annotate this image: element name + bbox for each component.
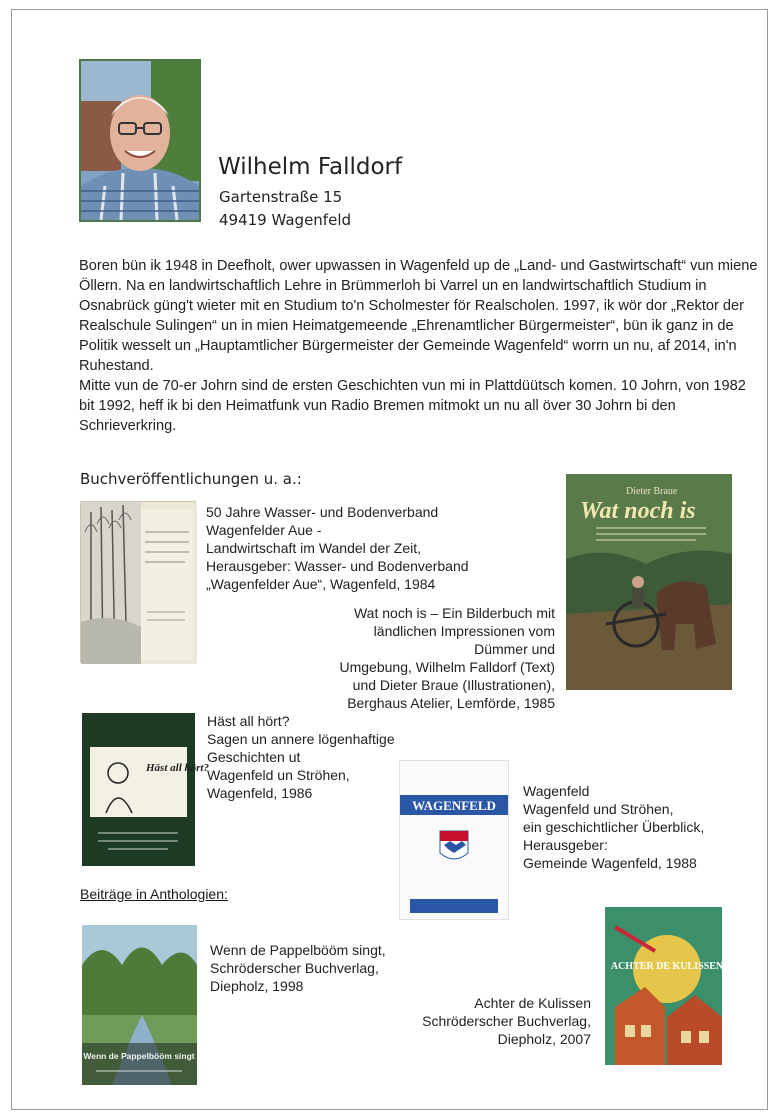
- author-street: Gartenstraße 15: [219, 188, 343, 206]
- cover-title: ACHTER DE KULISSEN: [610, 961, 724, 972]
- author-city: 49419 Wagenfeld: [219, 211, 352, 229]
- anthology-entry: Wenn de Pappelbööm singt, Schröderscher Buchverlag, Diepholz, 1998: [210, 942, 386, 994]
- anthologies-heading: Beiträge in Anthologien:: [80, 886, 228, 902]
- anthology-cover-kulissen: [605, 907, 722, 1065]
- author-name: Wilhelm Falldorf: [218, 154, 403, 180]
- anthology-entry: Achter de Kulissen Schröderscher Buchverlag, Diepholz, 2007: [422, 995, 591, 1047]
- book-cover-bodenverband: [80, 501, 196, 663]
- bio-paragraph: Boren bün ik 1948 in Deefholt, ower upwassen in Wagenfeld up de „Land- und Gastwirtschaft“ vun miene Öllern. Na en landwirtschaftlich Lehre in Brümmerloh bi Varrel un en landwirtschaftlich Studium in Osnabrück güng't wieter mit en Studium to'n Scholmester för Realscholen. 1997, ik wör dor „Rektor der Realschule Sulingen“ un in mien Heimatgemeende „Ehrenamtlicher Bürgermeister“, bün ik ganz in de Politik wesselt un „Hauptamtlicher Bürgermeister der Gemeinde Wagenfeld“ worrn un nu, af 2014, in'n Ruhestand.: [79, 258, 758, 374]
- book-entry: Wat noch is – Ein Bilderbuch mit ländlichen Impressionen vom Dümmer und Umgebung, Wilhelm Falldorf (Text) und Dieter Braue (Illustrationen), Berghaus Atelier, Lemförde, 1985: [339, 605, 555, 711]
- anthology-cover-pappelboeoem: [82, 925, 197, 1085]
- book-entry: Wagenfeld Wagenfeld und Ströhen, ein geschichtlicher Überblick, Herausgeber: Gemeinde Wagenfeld, 1988: [523, 783, 705, 871]
- book-entry: Häst all hört? Sagen un annere lögenhaftige Geschichten ut Wagenfeld un Ströhen, Wagenfeld, 1986: [207, 713, 395, 801]
- book-entry: 50 Jahre Wasser- und Bodenverband Wagenfelder Aue - Landwirtschaft im Wandel der Zeit, Herausgeber: Wasser- und Bodenverband „Wagenfelder Aue“, Wagenfeld, 1984: [206, 504, 469, 592]
- author-photo: [79, 59, 201, 222]
- book-cover-wat-noch-is: [566, 474, 732, 690]
- cover-title: Häst all hört?: [146, 762, 209, 774]
- cover-author: Dieter Braue: [626, 486, 678, 497]
- books-heading: Buchveröffentlichungen u. a.:: [80, 470, 302, 488]
- book-cover-haest-all-hoert: [82, 713, 209, 866]
- book-cover-wagenfeld: [399, 760, 509, 920]
- cover-title: Wat noch is: [580, 498, 696, 524]
- bio-paragraph: Mitte vun de 70-er Johrn sind de ersten Geschichten vun mi in Plattdüütsch komen. 10 Johrn, von 1982 bit 1992, heff ik bi den Heimatfunk vun Radio Bremen mitmokt un nu all över 30 Johrn bi den Schrieverkring.: [79, 378, 746, 434]
- biography: [79, 256, 759, 436]
- cover-title: WAGENFELD: [412, 798, 496, 813]
- cover-title: Wenn de Pappelbööm singt: [83, 1051, 195, 1061]
